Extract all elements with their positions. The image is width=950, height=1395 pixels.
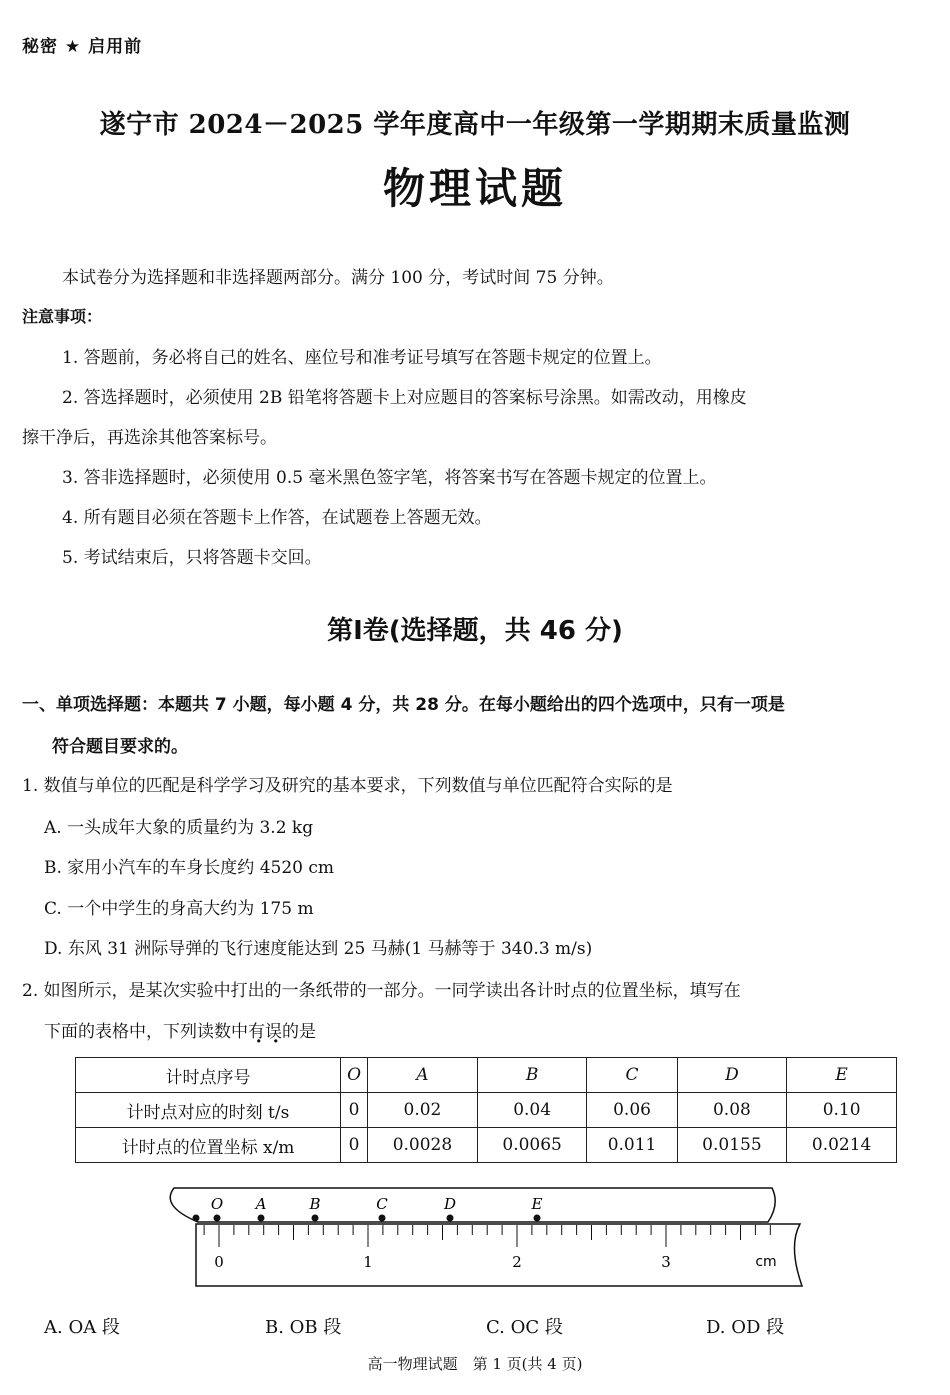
row-label: 计时点序号: [76, 1058, 341, 1093]
data-table: [75, 1057, 897, 1163]
q2-option-b: B. OB 段: [265, 1317, 342, 1338]
page-footer: 高一物理试题 第 1 页(共 4 页): [367, 1355, 583, 1373]
point-label: A: [255, 1195, 267, 1213]
part-instructions: 一、单项选择题：本题共 7 小题，每小题 4 分，共 28 分。在每小题给出的四个选项中，只有一项是: [22, 695, 785, 715]
intro-text: 本试卷分为选择题和非选择题两部分。满分 100 分，考试时间 75 分钟。: [62, 268, 614, 288]
table-cell: 0.02: [368, 1093, 478, 1128]
exam-subtitle: 物理试题: [382, 164, 567, 213]
emphasis-char-1: 有: [248, 1022, 265, 1042]
q1-option-d: D. 东风 31 洲际导弹的飞行速度能达到 25 马赫(1 马赫等于 340.3 m/s): [44, 939, 593, 959]
question-2-stem-cont: [44, 1017, 316, 1042]
note-2-cont: 擦干净后，再选涂其他答案标号。: [22, 428, 277, 448]
table-cell: B: [477, 1058, 587, 1093]
tape-dot: [534, 1215, 541, 1222]
tape-dot: [447, 1215, 454, 1222]
q1-option-b: B. 家用小汽车的车身长度约 4520 cm: [44, 858, 335, 878]
note-2: 2. 答选择题时，必须使用 2B 铅笔将答题卡上对应题目的答案标号涂黑。如需改动，用橡皮: [62, 388, 747, 408]
table-cell: 0.0065: [477, 1128, 587, 1163]
ruler-label: 1: [363, 1253, 373, 1271]
q2-option-c: C. OC 段: [486, 1317, 563, 1338]
tape-dot: [258, 1215, 265, 1222]
table-cell: D: [677, 1058, 787, 1093]
table-cell: 0: [341, 1128, 368, 1163]
note-5: 5. 考试结束后，只将答题卡交回。: [62, 548, 322, 568]
tape-ruler-figure: [160, 1184, 810, 1292]
ruler-label: 0: [214, 1253, 224, 1271]
table-cell: 0: [341, 1093, 368, 1128]
table-cell: 0.0155: [677, 1128, 787, 1163]
section-heading: 第Ⅰ卷(选择题，共 46 分): [327, 616, 623, 646]
exam-title: 遂宁市 2024－2025 学年度高中一年级第一学期期末质量监测: [99, 110, 851, 140]
point-label: B: [309, 1195, 321, 1213]
note-3: 3. 答非选择题时，必须使用 0.5 毫米黑色签字笔，将答案书写在答题卡规定的位置上。: [62, 468, 717, 488]
stem-pre: 下面的表格中，下列读数中: [44, 1022, 248, 1042]
ruler-label: 3: [661, 1253, 671, 1271]
tape-dot: [214, 1215, 221, 1222]
ruler-label: 2: [512, 1253, 522, 1271]
q2-option-d: D. OD 段: [706, 1317, 785, 1338]
table-row: [76, 1093, 897, 1128]
table-cell: A: [368, 1058, 478, 1093]
q1-option-c: C. 一个中学生的身高大约为 175 m: [44, 899, 314, 919]
table-cell: 0.04: [477, 1093, 587, 1128]
table-cell: 0.0028: [368, 1128, 478, 1163]
tape-dot: [379, 1215, 386, 1222]
q1-option-a: A. 一头成年大象的质量约为 3.2 kg: [44, 818, 314, 838]
table-cell: 0.06: [587, 1093, 677, 1128]
q2-option-a: A. OA 段: [44, 1317, 120, 1338]
question-2-stem: 2. 如图所示，是某次实验中打出的一条纸带的一部分。一同学读出各计时点的位置坐标，填写在: [22, 981, 741, 1001]
part-instructions-cont: 符合题目要求的。: [52, 737, 188, 757]
table-cell: 0.0214: [787, 1128, 897, 1163]
table-row: [76, 1058, 897, 1093]
question-1-stem: 1. 数值与单位的匹配是科学学习及研究的基本要求，下列数值与单位匹配符合实际的是: [22, 776, 673, 796]
point-label: E: [531, 1195, 543, 1213]
notes-heading: 注意事项：: [22, 307, 103, 326]
row-label: 计时点的位置坐标 x/m: [76, 1128, 341, 1163]
note-1: 1. 答题前，务必将自己的姓名、座位号和准考证号填写在答题卡规定的位置上。: [62, 348, 662, 368]
point-label: C: [376, 1195, 388, 1213]
table-cell: 0.08: [677, 1093, 787, 1128]
note-4: 4. 所有题目必须在答题卡上作答，在试题卷上答题无效。: [62, 508, 492, 528]
ruler-unit: cm: [755, 1254, 777, 1270]
table-cell: 0.011: [587, 1128, 677, 1163]
table-cell: C: [587, 1058, 677, 1093]
stem-post: 的是: [282, 1022, 316, 1042]
table-cell: 0.10: [787, 1093, 897, 1128]
tape-dot: [193, 1215, 200, 1222]
table-cell: E: [787, 1058, 897, 1093]
table-row: [76, 1128, 897, 1163]
point-label: O: [210, 1195, 224, 1213]
tape-dot: [312, 1215, 319, 1222]
row-label: 计时点对应的时刻 t/s: [76, 1093, 341, 1128]
emphasis-char-2: 误: [265, 1022, 282, 1042]
point-label: D: [443, 1195, 457, 1213]
table-cell: O: [341, 1058, 368, 1093]
confidential-label: 秘密 ★ 启用前: [22, 37, 143, 57]
